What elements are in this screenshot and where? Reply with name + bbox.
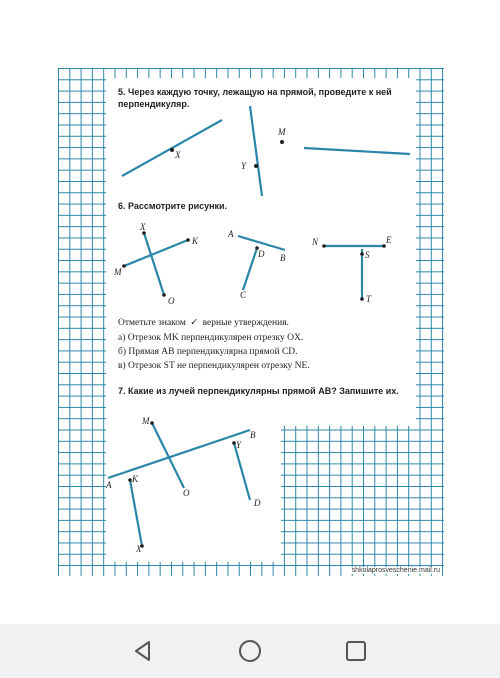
point-y-dot — [254, 164, 258, 168]
figures-layer — [58, 68, 444, 576]
label-6-o: O — [168, 296, 175, 306]
point-x-dot — [170, 148, 174, 152]
ray-yd — [234, 443, 250, 500]
label-6-x: X — [140, 222, 146, 232]
label-7-a: A — [106, 480, 112, 490]
label-6-s: S — [365, 250, 370, 260]
label-6-d: D — [258, 249, 265, 259]
label-7-m: M — [142, 416, 150, 426]
line-cd — [243, 248, 257, 290]
ray-kx — [130, 480, 142, 546]
instruction-post: верные утверждения. — [202, 318, 289, 328]
checkmark-icon: ✓ — [190, 318, 199, 328]
statement-c[interactable]: в) Отрезок ST не перпендикулярен отрезку NE. — [118, 361, 310, 371]
label-6-m: M — [114, 267, 122, 277]
segment-mk — [124, 240, 188, 266]
task7-title: 7. Какие из лучей перпендикулярны прямой AB? Запишите их. — [118, 386, 399, 396]
label-7-d: D — [254, 498, 261, 508]
label-7-o: O — [183, 488, 190, 498]
line-ab-task7 — [108, 430, 250, 478]
label-7-y: Y — [236, 440, 242, 450]
label-7-x: X — [136, 544, 142, 554]
task6-title: 6. Рассмотрите рисунки. — [118, 201, 228, 211]
statement-a[interactable]: а) Отрезок MK перпендикулярен отрезку OX. — [118, 333, 304, 343]
label-6-c: C — [240, 290, 247, 300]
task5-line-y — [250, 106, 262, 196]
label-6-e: E — [386, 235, 392, 245]
task5-title-cont: перпендикуляр. — [118, 99, 190, 109]
navigation-bar — [0, 624, 500, 678]
recents-square-icon[interactable] — [341, 636, 371, 666]
task5-title: 5. Через каждую точку, лежащую на прямой, проведите к ней — [118, 87, 392, 97]
instruction-pre: Отметьте знаком — [118, 318, 186, 328]
label-x: X — [175, 150, 181, 160]
line-ab — [238, 236, 285, 250]
statement-b[interactable]: б) Прямая AB перпендикулярна прямой CD. — [118, 347, 298, 357]
home-circle-icon[interactable] — [235, 636, 265, 666]
ray-mo — [152, 423, 184, 488]
worksheet-page — [58, 68, 444, 576]
watermark: shkolaprosveschenie.mail.ru — [351, 567, 440, 574]
segment-ox — [144, 233, 164, 295]
label-7-b: B — [250, 430, 256, 440]
task5-line-m — [304, 148, 410, 154]
label-6-t: T — [366, 294, 372, 304]
label-6-a: A — [228, 229, 234, 239]
label-7-k: K — [132, 474, 139, 484]
back-triangle-icon[interactable] — [128, 636, 158, 666]
label-6-n: N — [312, 237, 319, 247]
label-6-b: B — [280, 253, 286, 263]
label-6-k: K — [192, 236, 199, 246]
label-m: M — [278, 127, 286, 137]
point-m-dot — [280, 140, 284, 144]
label-y: Y — [241, 161, 247, 171]
